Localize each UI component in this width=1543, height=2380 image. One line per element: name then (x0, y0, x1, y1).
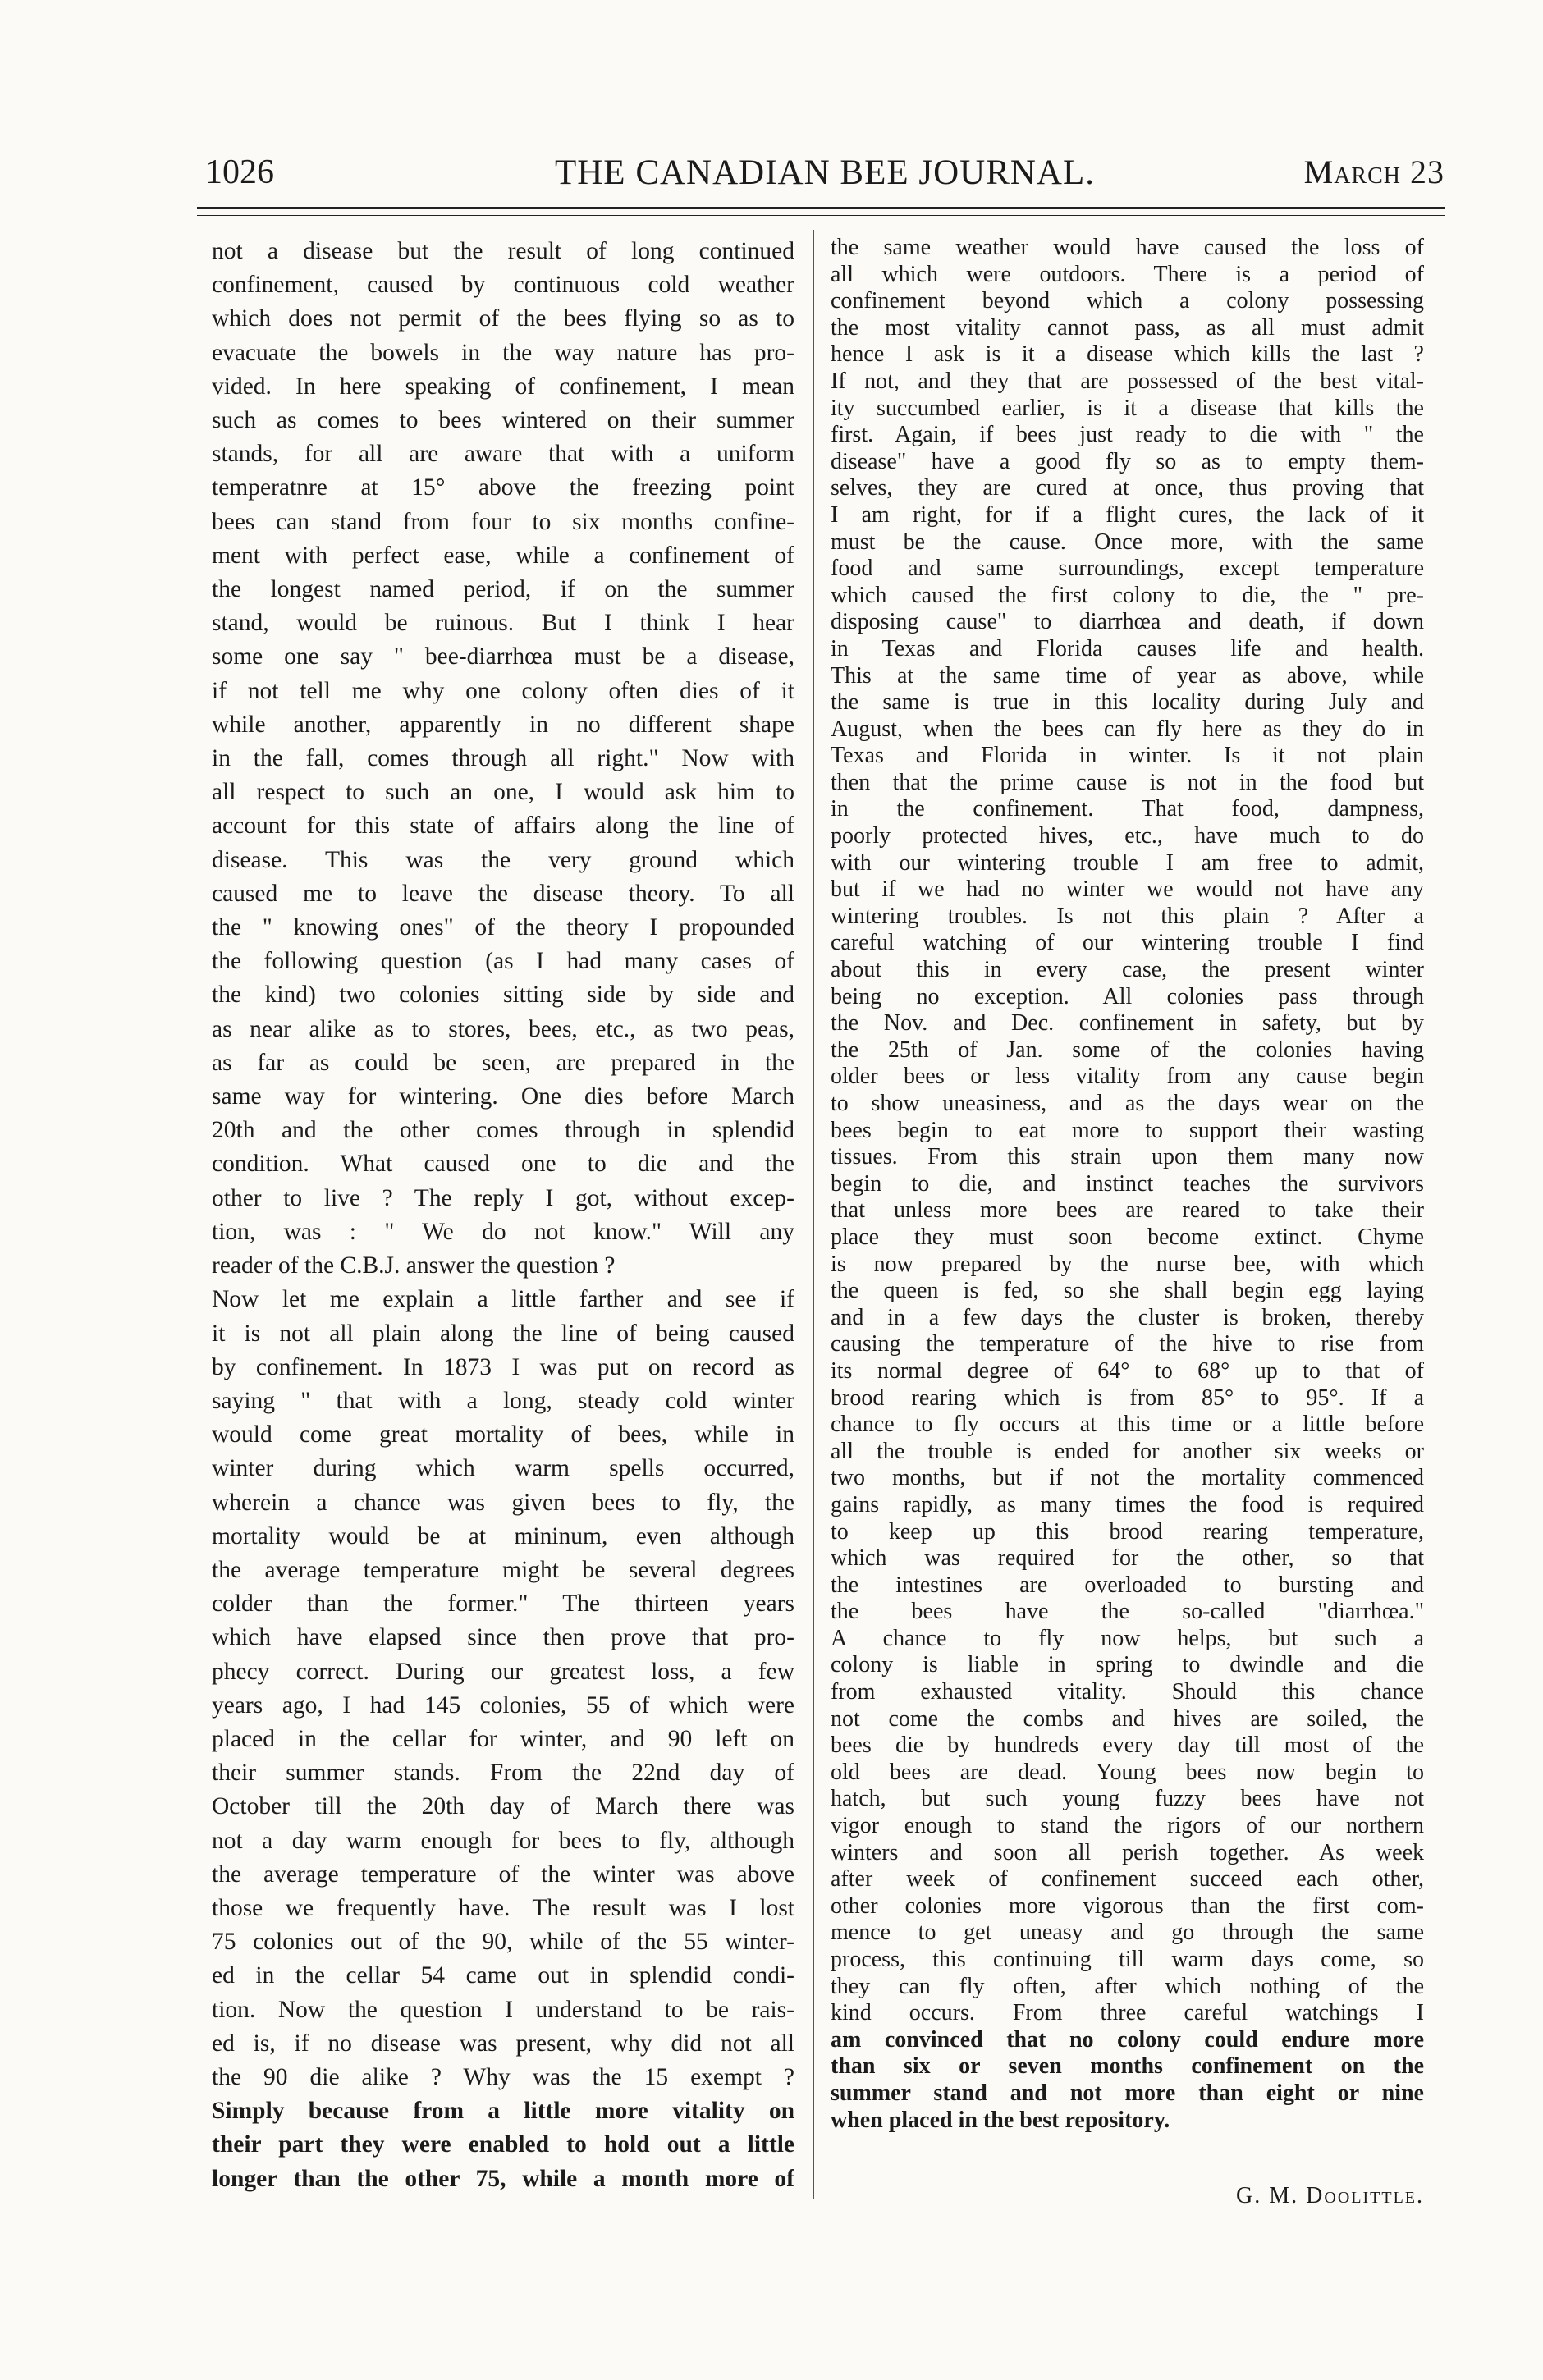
text-line: would come great mortality of bees, while in (212, 1421, 794, 1449)
text-line: reader of the C.B.J. answer the question ? (212, 1252, 616, 1279)
text-line: winter during which warm spells occurred, (212, 1455, 794, 1482)
text-line: causing the temperature of the hive to rise from (831, 1331, 1424, 1357)
text-line: mence to get uneasy and go through the same (831, 1920, 1424, 1946)
text-line: gains rapidly, as many times the food is required (831, 1491, 1424, 1517)
text-line: the following question (as I had many cases of (212, 948, 794, 975)
text-line: process, this continuing till warm days come, so (831, 1947, 1424, 1972)
text-line: older bees or less vitality from any cause begin (831, 1064, 1424, 1090)
text-line: ed in the cellar 54 came out in splendid condi- (212, 1962, 794, 1989)
text-line: colony is liable in spring to dwindle and die (831, 1652, 1424, 1678)
text-line: food and same surroundings, except temperature (831, 556, 1424, 582)
header-rule-thick (197, 207, 1445, 209)
text-line: which have elapsed since then prove that pro- (212, 1624, 794, 1651)
author-signature: G. M. Doolittle. (1236, 2183, 1424, 2208)
text-line: and in a few days the cluster is broken, thereby (831, 1304, 1424, 1330)
text-line: the average temperature might be several degrees (212, 1556, 794, 1583)
text-line: it is not all plain along the line of being caused (212, 1320, 794, 1347)
text-line: bees die by hundreds every day till most of the (831, 1732, 1424, 1759)
text-line: all which were outdoors. There is a period of (831, 261, 1424, 287)
text-line: the Nov. and Dec. confinement in safety, but by (831, 1010, 1424, 1037)
text-line: as far as could be seen, are prepared in the (212, 1049, 794, 1076)
text-line: If not, and they that are possessed of the best vital- (831, 368, 1424, 394)
page-number: 1026 (205, 153, 274, 191)
text-line: Texas and Florida in winter. Is it not plain (831, 743, 1424, 769)
text-line: from exhausted vitality. Should this chance (831, 1679, 1424, 1705)
text-line: tion, was : " We do not know." Will any (212, 1218, 794, 1245)
text-line: placed in the cellar for winter, and 90 left on (212, 1725, 794, 1752)
text-line: which was required for the other, so that (831, 1545, 1424, 1572)
text-line: in Texas and Florida causes life and health. (831, 635, 1424, 661)
text-line: October till the 20th day of March there was (212, 1793, 794, 1820)
text-line: all the trouble is ended for another six weeks or (831, 1438, 1424, 1464)
text-line: the intestines are overloaded to bursting and (831, 1572, 1424, 1598)
text-line: evacuate the bowels in the way nature has pro- (212, 339, 794, 366)
text-line: when placed in the best repository. (831, 2107, 1170, 2133)
text-line: August, when the bees can fly here as they do in (831, 716, 1424, 742)
text-line: after week of confinement succeed each other, (831, 1866, 1424, 1893)
text-line: must be the cause. Once more, with the same (831, 529, 1424, 555)
text-line: Simply because from a little more vitality on (212, 2098, 794, 2125)
text-line: same way for wintering. One dies before March (212, 1083, 794, 1110)
text-line: the 25th of Jan. some of the colonies having (831, 1037, 1424, 1063)
text-line: the same weather would have caused the loss of (831, 235, 1424, 260)
text-line: tion. Now the question I understand to be rais- (212, 1996, 794, 2023)
text-line: am convinced that no colony could endure more (831, 2026, 1424, 2053)
text-line: years ago, I had 145 colonies, 55 of which were (212, 1691, 794, 1719)
text-line: wherein a chance was given bees to fly, the (212, 1489, 794, 1516)
text-line: in the fall, comes through all right." Now with (212, 745, 794, 772)
text-line: first. Again, if bees just ready to die with " the (831, 422, 1424, 448)
text-line: is now prepared by the nurse bee, with which (831, 1251, 1424, 1277)
text-line: caused me to leave the disease theory. To all (212, 880, 794, 907)
text-line: bees can stand from four to six months confine- (212, 508, 794, 535)
text-line: which caused the first colony to die, the " pre- (831, 582, 1424, 608)
left-column (212, 235, 794, 2204)
text-line: with our wintering trouble I am free to admit, (831, 849, 1424, 876)
text-line: to show uneasiness, and as the days wear on the (831, 1091, 1424, 1116)
text-line: by confinement. In 1873 I was put on record as (212, 1353, 794, 1380)
text-line: than six or seven months confinement on the (831, 2053, 1424, 2080)
text-line: wintering troubles. Is not this plain ? After a (831, 903, 1424, 929)
text-line: not a day warm enough for bees to fly, although (212, 1827, 794, 1854)
text-line: not come the combs and hives are soiled, the (831, 1705, 1424, 1732)
text-line: kind occurs. From three careful watchings I (831, 2000, 1424, 2026)
text-line: account for this state of affairs along the line of (212, 812, 794, 840)
text-line: place they must soon become extinct. Chyme (831, 1224, 1424, 1250)
text-line: colder than the former." The thirteen years (212, 1590, 794, 1618)
text-line: poorly protected hives, etc., have much to do (831, 823, 1424, 849)
right-column (831, 235, 1424, 2204)
text-line: the same is true in this locality during July and (831, 689, 1424, 716)
text-line: then that the prime cause is not in the food but (831, 769, 1424, 795)
text-line: but if we had no winter we would not have any (831, 876, 1424, 903)
text-line: ed is, if no disease was present, why did not all (212, 2030, 794, 2057)
text-line: ment with perfect ease, while a confinement of (212, 542, 794, 569)
text-line: the kind) two colonies sitting side by side and (212, 982, 794, 1009)
text-line: the bees have the so-called "diarrhœa." (831, 1599, 1424, 1625)
text-line: hence I ask is it a disease which kills the last ? (831, 341, 1424, 368)
text-line: saying " that with a long, steady cold winter (212, 1387, 794, 1414)
text-line: I am right, for if a flight cures, the lack of it (831, 501, 1424, 528)
text-line: begin to die, and instinct teaches the survivors (831, 1170, 1424, 1197)
text-line: the most vitality cannot pass, as all must admit (831, 314, 1424, 341)
text-line: to keep up this brood rearing temperature, (831, 1518, 1424, 1545)
text-line: stands, for all are aware that with a uniform (212, 441, 794, 468)
text-line: phecy correct. During our greatest loss, a few (212, 1658, 794, 1685)
journal-title: THE CANADIAN BEE JOURNAL. (554, 153, 1095, 192)
text-line: confinement beyond which a colony possessing (831, 288, 1424, 314)
text-line: winters and soon all perish together. As week (831, 1839, 1424, 1865)
page-header (205, 153, 1445, 202)
text-line: other to live ? The reply I got, without excep- (212, 1184, 794, 1211)
text-line: confinement, caused by continuous cold weather (212, 272, 794, 299)
text-line: their summer stands. From the 22nd day of (212, 1760, 794, 1787)
text-line: Now let me explain a little farther and see if (212, 1286, 794, 1313)
text-line: the longest named period, if on the summer (212, 576, 794, 603)
text-line: the 90 die alike ? Why was the 15 exempt ? (212, 2063, 794, 2090)
text-line: such as comes to bees wintered on their summer (212, 407, 794, 434)
text-line: selves, they are cured at once, thus proving that (831, 475, 1424, 501)
text-line: longer than the other 75, while a month more of (212, 2165, 794, 2192)
text-line: two months, but if not the mortality commenced (831, 1465, 1424, 1491)
header-rule-thin (197, 215, 1445, 216)
text-line: old bees are dead. Young bees now begin to (831, 1759, 1424, 1785)
text-line: summer stand and not more than eight or nine (831, 2080, 1424, 2106)
text-line: bees begin to eat more to support their wasting (831, 1117, 1424, 1143)
text-line: all respect to such an one, I would ask him to (212, 779, 794, 806)
text-line: mortality would be at mininum, even although (212, 1522, 794, 1549)
text-line: vigor enough to stand the rigors of our northern (831, 1813, 1424, 1839)
issue-date: March 23 (1303, 153, 1445, 190)
text-line: 75 colonies out of the 90, while of the 55 winter- (212, 1929, 794, 1956)
text-line: hatch, but such young fuzzy bees have not (831, 1786, 1424, 1812)
text-line: some one say " bee-diarrhœa must be a disease, (212, 643, 794, 671)
text-line: those we frequently have. The result was I lost (212, 1894, 794, 1921)
text-line: condition. What caused one to die and the (212, 1151, 794, 1178)
text-line: as near alike as to stores, bees, etc., as two peas, (212, 1015, 794, 1042)
text-line: their part they were enabled to hold out a little (212, 2131, 794, 2158)
text-line: disease" have a good fly so as to empty them- (831, 448, 1424, 474)
text-line: about this in every case, the present winter (831, 957, 1424, 983)
text-line: tissues. From this strain upon them many now (831, 1144, 1424, 1170)
text-line: being no exception. All colonies pass through (831, 983, 1424, 1009)
text-line: if not tell me why one colony often dies of it (212, 677, 794, 704)
text-line: the average temperature of the winter was above (212, 1861, 794, 1888)
text-line: other colonies more vigorous than the first com- (831, 1893, 1424, 1919)
text-line: while another, apparently in no different shape (212, 711, 794, 738)
text-line: brood rearing which is from 85° to 95°. If a (831, 1385, 1424, 1411)
text-line: its normal degree of 64° to 68° up to that of (831, 1357, 1424, 1384)
text-line: the queen is fed, so she shall begin egg laying (831, 1278, 1424, 1304)
text-line: disposing cause" to diarrhœa and death, if down (831, 609, 1424, 635)
text-line: in the confinement. That food, dampness, (831, 796, 1424, 822)
text-line: stand, would be ruinous. But I think I hear (212, 610, 794, 637)
text-line: careful watching of our wintering trouble I find (831, 930, 1424, 956)
column-divider (813, 230, 814, 2199)
text-line: which does not permit of the bees flying so as to (212, 305, 794, 332)
text-line: the " knowing ones" of the theory I propounded (212, 914, 794, 941)
text-line: A chance to fly now helps, but such a (831, 1625, 1424, 1651)
text-line: temperatnre at 15° above the freezing point (212, 474, 794, 501)
text-line: ity succumbed earlier, is it a disease that kills the (831, 395, 1424, 421)
text-line: disease. This was the very ground which (212, 846, 794, 873)
text-line: 20th and the other comes through in splendid (212, 1117, 794, 1144)
text-line: This at the same time of year as above, while (831, 662, 1424, 689)
text-line: that unless more bees are reared to take their (831, 1197, 1424, 1224)
text-line: not a disease but the result of long continued (212, 238, 794, 264)
text-line: chance to fly occurs at this time or a little before (831, 1412, 1424, 1438)
text-line: vided. In here speaking of confinement, I mean (212, 373, 794, 400)
text-line: they can fly often, after which nothing of the (831, 1973, 1424, 1999)
